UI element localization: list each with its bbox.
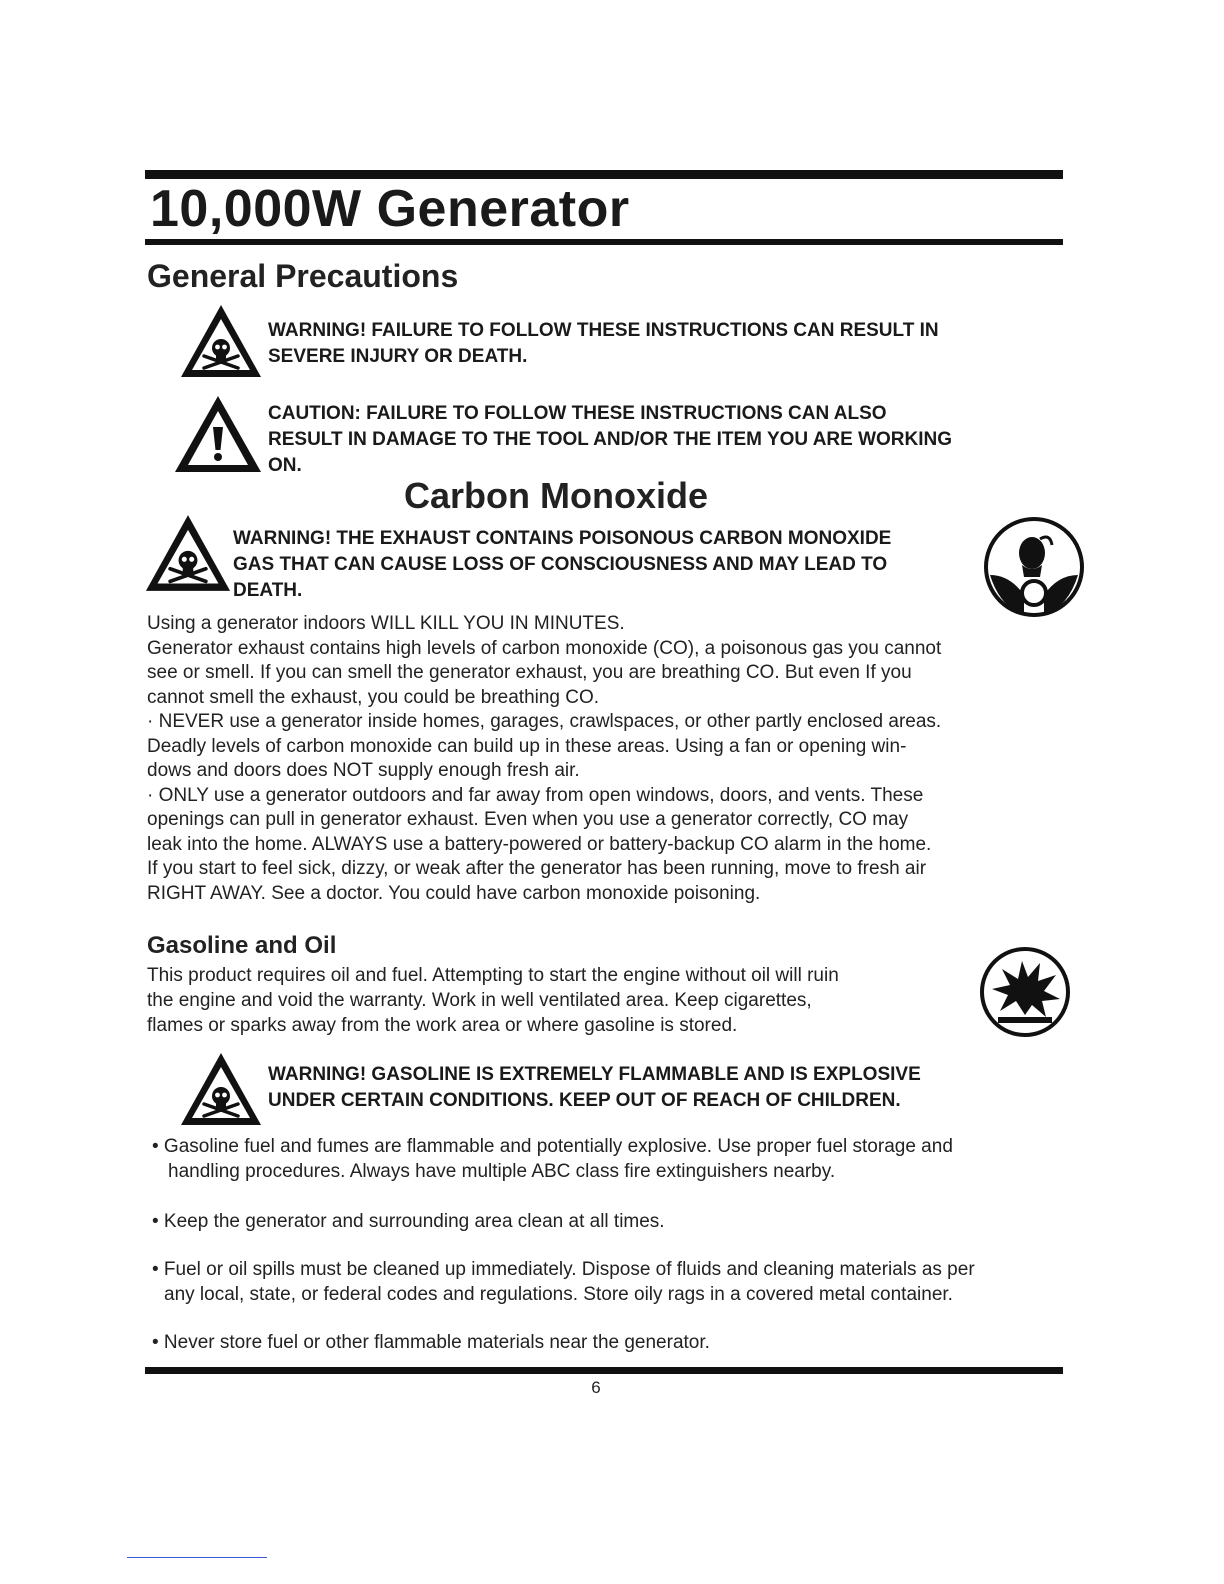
warning-carbon-monoxide-text: WARNING! THE EXHAUST CONTAINS POISONOUS CARBON MONOXIDE GAS THAT CAN CAUSE LOSS OF CONSCIOUSNESS AND MAY LEAD TO DEATH. [233, 528, 892, 601]
skull-crossbones-warning-icon [178, 1050, 264, 1128]
list-item: • Fuel or oil spills must be cleaned up immediately. Dispose of fluids and cleaning materials as per any local, state, or federal codes and regulations. Store oily rags in a covered metal container. [152, 1259, 975, 1305]
warning-gasoline-text: WARNING! GASOLINE IS EXTREMELY FLAMMABLE AND IS EXPLOSIVE UNDER CERTAIN CONDITIONS. KEEP OUT OF REACH OF CHILDREN. [268, 1064, 921, 1111]
gasoline-oil-body: This product requires oil and fuel. Attempting to start the engine without oil will ruin the engine and void the warranty. Work in well ventilated area. Keep cigarettes, flames or sparks away from the work area or where gasoline is stored. [147, 965, 839, 1036]
section-heading-general-precautions: General Precautions [147, 258, 459, 294]
caution-damage-text: CAUTION: FAILURE TO FOLLOW THESE INSTRUCTIONS CAN ALSO RESULT IN DAMAGE TO THE TOOL AND/OR THE ITEM YOU ARE WORKING ON. [268, 403, 953, 476]
page-title: 10,000W Generator [150, 180, 630, 238]
list-item: • Gasoline fuel and fumes are flammable and potentially explosive. Use proper fuel storage and handling procedures. Always have multiple ABC class fire extinguishers nearby. [152, 1136, 953, 1182]
title-underline [145, 239, 1063, 245]
bottom-rule [145, 1367, 1063, 1374]
footer-underline [127, 1557, 267, 1558]
list-item: • Keep the generator and surrounding area clean at all times. [152, 1211, 665, 1232]
carbon-monoxide-body: Using a generator indoors WILL KILL YOU IN MINUTES. Generator exhaust contains high levels of carbon monoxide (CO), a poisonous gas you cannot see or smell. If you can smell the generator exhaust, you are breathing CO. But even If you cannot smell the exhaust, you could be breathing CO. · NEVER use a generator inside homes, garages, crawlspaces, or other partly enclosed areas. Deadly levels of carbon monoxide can build up in these areas. Using a fan or opening win- dows and doors does NOT supply enough fresh air. · ONLY use a generator outdoors and far away from open windows, doors, and vents. These openings can pull in generator exhaust. Even when you use a generator correctly, CO may leak into the home. ALWAYS use a battery-powered or battery-backup CO alarm in the home. If you start to feel sick, dizzy, or weak after the generator has been running, move to fresh air RIGHT AWAY. See a doctor. You could have carbon monoxide poisoning. [147, 613, 942, 904]
section-heading-carbon-monoxide: Carbon Monoxide [404, 475, 708, 516]
skull-crossbones-warning-icon [142, 512, 234, 594]
toxic-fumes-icon [980, 515, 1088, 619]
warning-injury-text: WARNING! FAILURE TO FOLLOW THESE INSTRUCTIONS CAN RESULT IN SEVERE INJURY OR DEATH. [268, 320, 939, 367]
section-heading-gasoline-oil: Gasoline and Oil [147, 932, 337, 959]
exclamation-warning-icon [172, 393, 264, 475]
explosion-icon [976, 945, 1074, 1039]
list-item: • Never store fuel or other flammable materials near the generator. [152, 1332, 710, 1353]
page-number: 6 [591, 1378, 601, 1397]
skull-crossbones-warning-icon [178, 302, 264, 380]
top-rule [145, 170, 1063, 179]
